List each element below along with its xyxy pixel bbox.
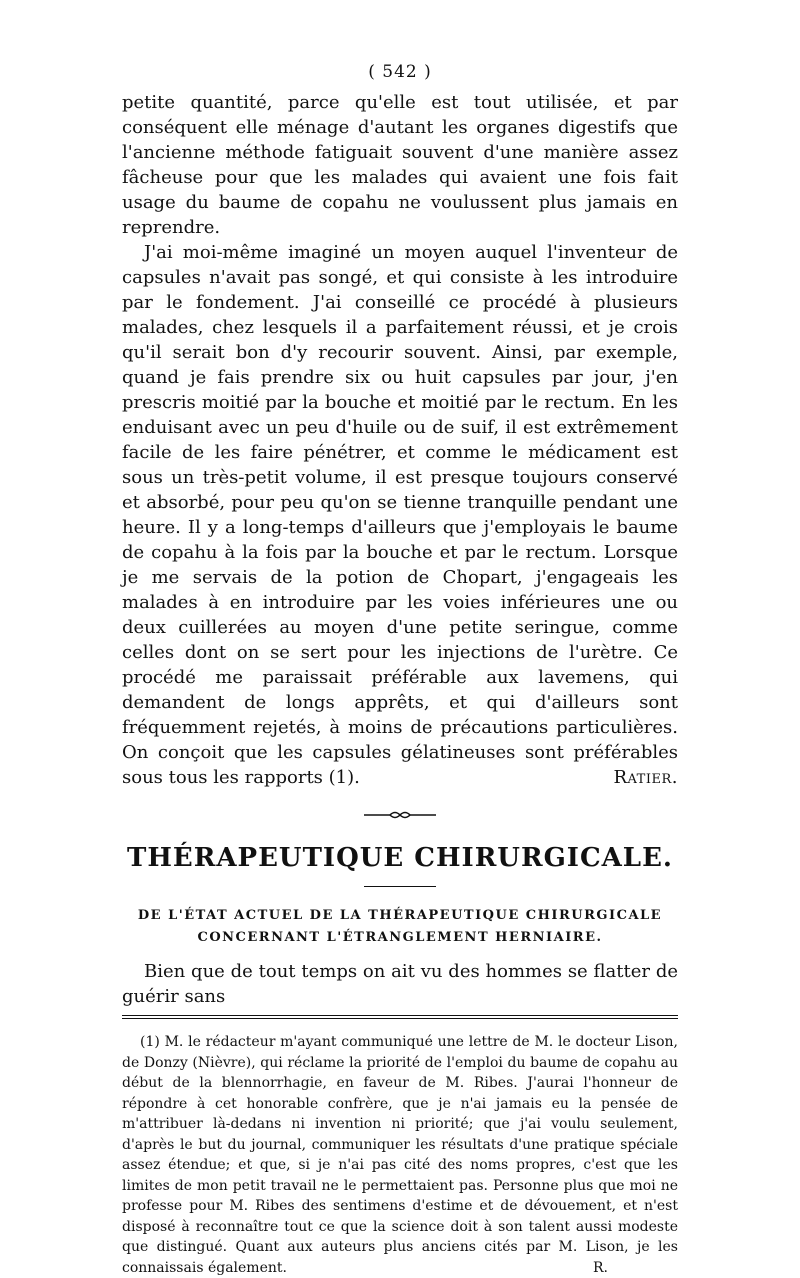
section-title: THÉRAPEUTIQUE CHIRURGICALE. — [122, 842, 678, 874]
paragraph-text: J'ai moi-même imaginé un moyen auquel l'inventeur de capsules n'avait pas songé, et qui consiste à les introduire par le fondement. J'ai conseillé ce procédé à plusieurs malades, chez lesquels il a parfaitement réussi, et je crois qu'il serait bon d'y recourir souvent. Ainsi, par exemple, quand je fais prendre six ou huit capsules par jour, j'en prescris moitié par la bouche et moitié par le rectum. En les enduisant avec un peu d'huile ou de suif, il est extrêmement facile de les faire pénétrer, et comme le médicament est sous un très-petit volume, il est presque toujours conservé et absorbé, pour peu qu'on se tienne tranquille pendant une heure. Il y a long-temps d'ailleurs que j'employais le baume de copahu à la fois par la bouche et par le rectum. Lorsque je me servais de la potion de Chopart, j'engageais les malades à en introduire par les voies inférieures une ou deux cuillerées au moyen d'une petite seringue, comme celles dont on se sert pour les injections de l'urètre. Ce procédé me paraissait préférable aux lavemens, qui demandent de longs apprêts, et qui d'ailleurs sont fréquemment rejetés, à moins de précautions particulières. On conçoit que les capsules gélatineuses sont préférables sous tous les rapports (1). — [122, 242, 678, 788]
article-first-line: Bien que de tout temps on ait vu des hommes se flatter de guérir sans — [122, 959, 678, 1009]
author-signature: Ratier. — [591, 765, 678, 790]
body-text — [122, 90, 678, 790]
footnote-rule — [122, 1015, 678, 1016]
article-title-line: CONCERNANT L'ÉTRANGLEMENT HERNIAIRE. — [122, 927, 678, 949]
footnote-text: (1) M. le rédacteur m'ayant communiqué une lettre de M. le docteur Lison, de Donzy (Nièvre), qui réclame la priorité de l'emploi du baume de copahu au début de la blennorrhagie, en faveur de M. Ribes. J'aurai l'honneur de répondre à cet honorable confrère, que je n'ai jamais eu la pensée de m'attribuer là-dedans ni invention ni priorité; que j'ai voulu seulement, d'après le but du journal, communiquer les résultats d'une pratique spéciale assez étendue; et que, si je n'ai pas cité des noms propres, c'est que les limites de mon petit travail ne le permettaient pas. Personne plus que moi ne professe pour M. Ribes des sentimens d'estime et de dévouement, et n'est disposé à reconnaître tout ce que la science doit à son talent aussi modeste que distingué. Quant aux auteurs plus anciens cités par M. Lison, je les connaissais également. — [122, 1034, 678, 1276]
paragraph — [122, 240, 678, 790]
article-title-line: DE L'ÉTAT ACTUEL DE LA THÉRAPEUTIQUE CHIRURGICALE — [122, 905, 678, 927]
short-rule — [364, 886, 436, 887]
page-number: ( 542 ) — [122, 60, 678, 84]
footnote-signature: R. — [575, 1258, 608, 1278]
document-page — [122, 60, 678, 1278]
article-title — [122, 905, 678, 949]
paragraph: petite quantité, parce qu'elle est tout utilisée, et par conséquent elle ménage d'autant les organes digestifs que l'ancienne méthode fatiguait souvent d'une manière assez fâcheuse pour que les malades qui avaient une fois fait usage du baume de copahu ne voulussent plus jamais en reprendre. — [122, 90, 678, 240]
footnote-paragraph — [122, 1032, 678, 1278]
footnote — [122, 1032, 678, 1278]
ornament-divider-icon — [360, 808, 440, 822]
